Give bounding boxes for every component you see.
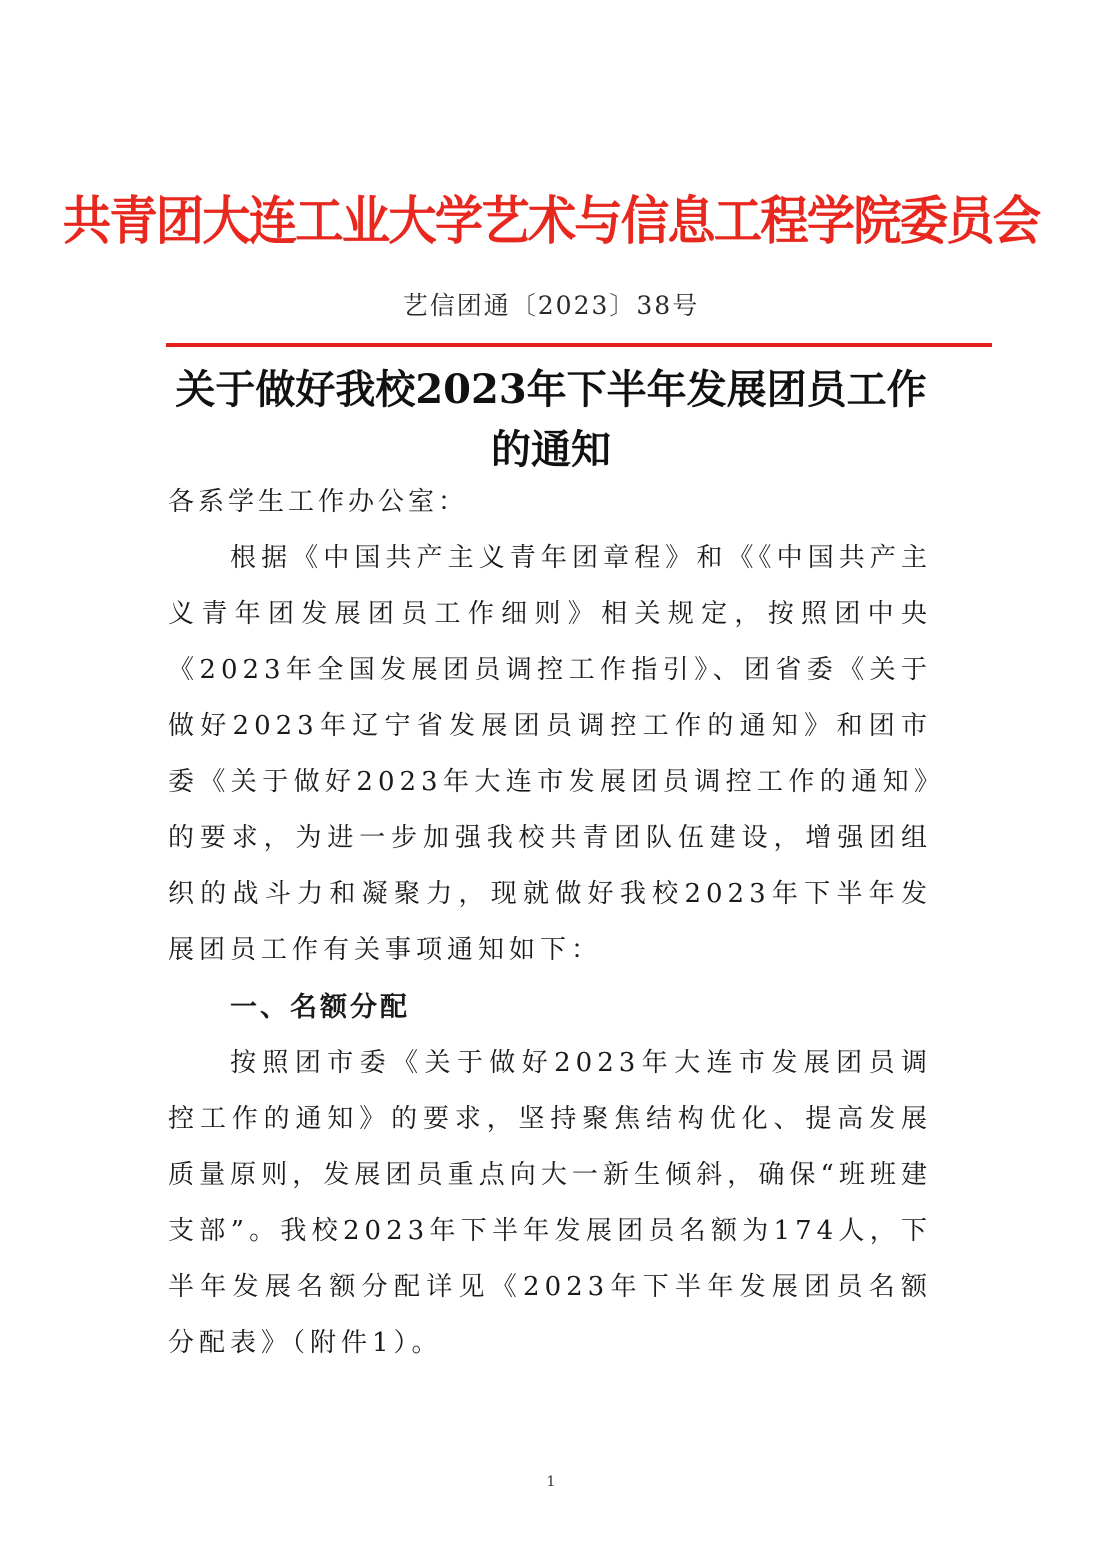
document-title-line-2: 的通知 — [491, 426, 611, 473]
addressee: 各系学生工作办公室： — [168, 487, 469, 517]
document-title — [166, 360, 936, 480]
section-heading-quota: 一、名额分配 — [230, 992, 410, 1023]
body-paragraph-1: 根据《中国共产主义青年团章程》和《《中国共产主义青年团发展团员工作细则》相关规定，按照团中央《2023年全国发展团员调控工作指引》、团省委《关于做好2023年辽宁省发展团员调控工作的通知》和团市委《关于做好2023年大连市发展团员调控工作的通知》的要求，为进一步加强我校共青团队伍建设，增强团组织的战斗力和凝聚力，现就做好我校2023年下半年发展团员工作有关事项通知如下： — [168, 543, 932, 965]
page-number: 1 — [546, 1474, 556, 1490]
document-number: 艺信团通〔2023〕38号 — [402, 291, 700, 320]
document-title-line-1: 关于做好我校2023年下半年发展团员工作 — [175, 366, 927, 413]
organization-header: 共青团大连工业大学艺术与信息工程学院委员会 — [62, 191, 1040, 252]
header-divider — [166, 343, 992, 347]
body-paragraph-2: 按照团市委《关于做好2023年大连市发展团员调控工作的通知》的要求，坚持聚焦结构优化、提高发展质量原则，发展团员重点向大一新生倾斜，确保“班班建支部”。我校2023年下半年发展团员名额为174人，下半年发展名额分配详见《2023年下半年发展团员名额分配表》（附件1）。 — [168, 1048, 932, 1358]
